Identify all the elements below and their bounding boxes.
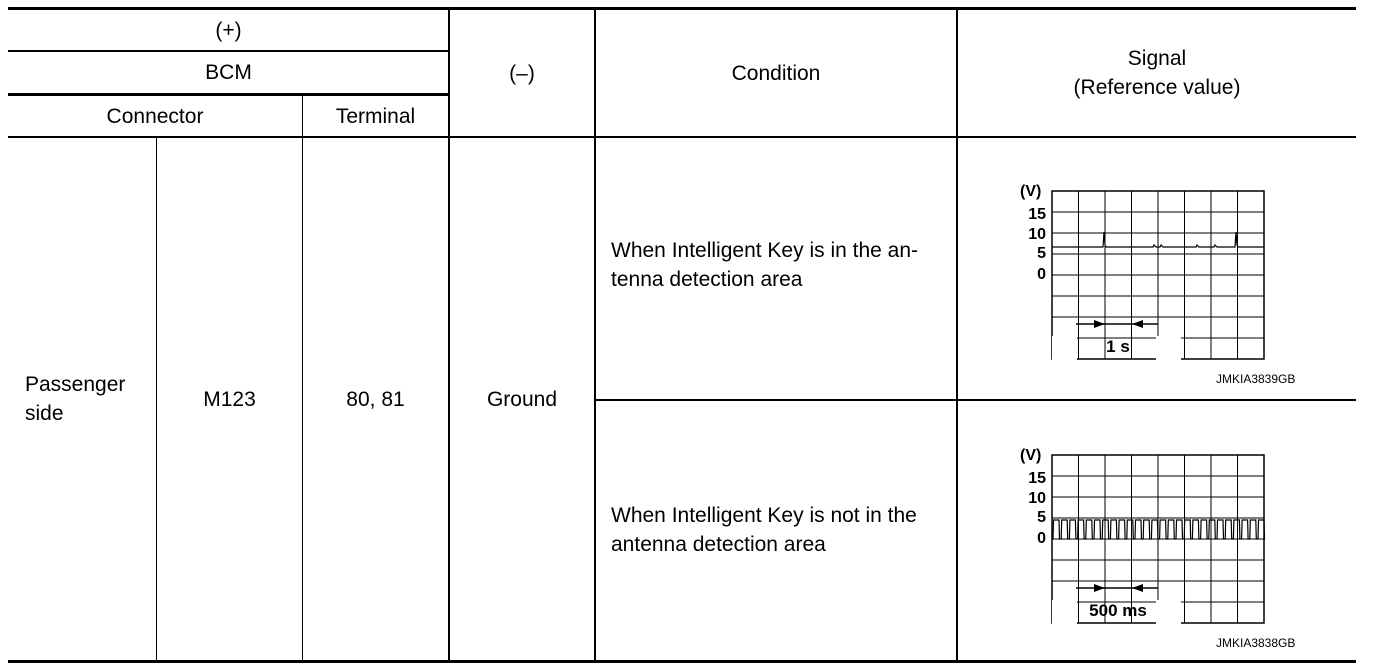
header-connector-text: Connector (106, 104, 204, 128)
header-terminal-text: Terminal (335, 104, 416, 128)
header-connector (8, 96, 302, 136)
condition-divider (595, 399, 1356, 401)
scope-1-y0: 0 (1037, 266, 1046, 283)
ground-text: Ground (486, 387, 558, 411)
oscilloscope-1-svg (1010, 178, 1300, 368)
condition-1 (611, 236, 951, 294)
header-bcm-text: BCM (205, 61, 252, 84)
cell-ground (450, 138, 594, 660)
header-plus (8, 10, 449, 50)
header-minus-text: (–) (509, 61, 535, 85)
scope-2-image-code: JMKIA3838GB (1216, 636, 1296, 650)
header-signal (958, 10, 1356, 136)
scope-1-y10: 10 (1028, 226, 1046, 243)
scope-1-image-code: JMKIA3839GB (1216, 372, 1296, 386)
scope-2-y0: 0 (1037, 530, 1046, 547)
condition-2-line2: antenna detection area (611, 533, 826, 556)
passenger-side-text: Passenger side (25, 373, 126, 425)
scope-1-y5: 5 (1037, 245, 1046, 262)
condition-1-line2: tenna detection area (611, 268, 803, 291)
oscilloscope-2-svg (1010, 442, 1300, 632)
scope-2-time-label: 500 ms (1089, 601, 1147, 620)
header-bcm (8, 52, 449, 93)
scope-2-y5: 5 (1037, 509, 1046, 526)
header-plus-text: (+) (215, 18, 242, 42)
terminal-value-text: 80, 81 (346, 387, 405, 411)
cell-passenger-side (25, 138, 150, 660)
scope-2-y10: 10 (1028, 490, 1046, 507)
condition-1-line1: When Intelligent Key is in the an- (611, 239, 919, 262)
cell-terminal-value (303, 138, 448, 660)
scope-2-y15: 15 (1028, 470, 1046, 487)
scope-1-time-label: 1 s (1106, 337, 1130, 356)
condition-2-line1: When Intelligent Key is not in the (611, 504, 917, 527)
header-signal-line1: Signal (1127, 47, 1187, 70)
scope-1-y15: 15 (1028, 206, 1046, 223)
header-condition-text: Condition (731, 61, 821, 85)
connector-value-text: M123 (203, 387, 256, 411)
header-condition (596, 10, 956, 136)
header-terminal (303, 96, 448, 136)
oscilloscope-2 (1010, 442, 1300, 632)
scope-2-unit: (V) (1020, 447, 1042, 464)
header-signal-line2: (Reference value) (1073, 76, 1241, 99)
cell-connector-value (157, 138, 302, 660)
table-bottom-border (8, 660, 1356, 663)
condition-2 (611, 501, 951, 559)
oscilloscope-1 (1010, 178, 1300, 368)
scope-1-unit: (V) (1020, 183, 1042, 200)
header-minus (450, 10, 594, 136)
